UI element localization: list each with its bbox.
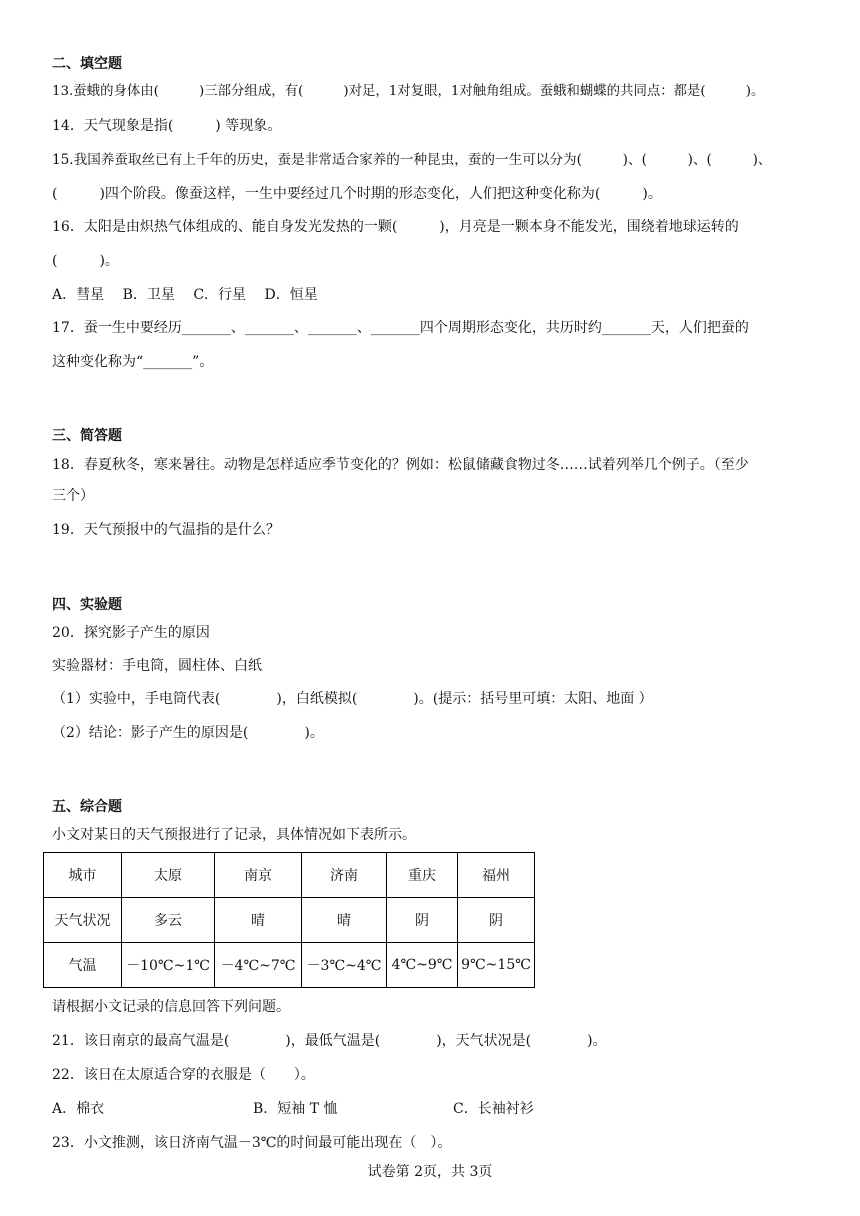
table-cell: 晴 [215,898,302,943]
table-intro: 小文对某日的天气预报进行了记录，具体情况如下表所示。 [52,827,416,843]
table-cell: 重庆 [387,853,458,898]
table-cell: 南京 [215,853,302,898]
section-heading-experiment: 四、实验题 [52,597,122,613]
table-row [44,853,535,898]
table-cell: －3℃~4℃ [302,943,387,988]
table-cell: 天气状况 [44,898,122,943]
experiment-part-1: （1）实验中，手电筒代表( )，白纸模拟( )。(提示：括号里可填：太阳、地面 ） [52,691,653,707]
question-16-line-2: ( )。 [52,253,119,269]
table-cell: 阴 [387,898,458,943]
table-cell: 晴 [302,898,387,943]
experiment-equipment: 实验器材：手电筒，圆柱体、白纸 [52,658,262,674]
table-row [44,898,535,943]
question-22-option-b: B．短袖 T 恤 [253,1101,338,1117]
question-19: 19．天气预报中的气温指的是什么？ [52,522,280,538]
experiment-part-2: （2）结论：影子产生的原因是( )。 [52,725,324,741]
question-15-line-2: ( )四个阶段。像蚕这样，一生中要经过几个时期的形态变化，人们把这种变化称为( )。 [52,186,662,202]
question-18-line-1: 18．春夏秋冬，寒来暑往。动物是怎样适应季节变化的？例如：松鼠储藏食物过冬……试着列举几个例子。（至少 [52,457,749,473]
question-16-options [52,285,332,305]
question-18-line-2: 三个） [52,488,94,504]
question-16-line-1: 16．太阳是由炽热气体组成的、能自身发光发热的一颗( )，月亮是一颗本身不能发光，围绕着地球运转的 [52,219,739,235]
table-row [44,943,535,988]
question-15-line-1: 15.我国养蚕取丝已有上千年的历史，蚕是非常适合家养的一种昆虫，蚕的一生可以分为( )、( )、( )、 [52,152,772,168]
option-d: D．恒星 [264,287,318,303]
table-followup: 请根据小文记录的信息回答下列问题。 [52,999,290,1015]
question-22-option-a: A．棉衣 [52,1101,105,1117]
question-21: 21．该日南京的最高气温是( )，最低气温是( )，天气状况是( )。 [52,1033,607,1049]
question-20: 20．探究影子产生的原因 [52,625,210,641]
table-cell: 阴 [458,898,535,943]
question-14: 14．天气现象是指( ) 等现象。 [52,118,282,134]
question-22: 22．该日在太原适合穿的衣服是（ ）。 [52,1067,315,1083]
table-cell: 福州 [458,853,535,898]
weather-table [43,852,535,988]
table-cell: 济南 [302,853,387,898]
table-cell: 9℃~15℃ [458,943,535,988]
option-a: A．彗星 [52,287,105,303]
question-23: 23．小文推测，该日济南气温－3℃的时间最可能出现在（ ）。 [52,1135,452,1151]
section-heading-short-answer: 三、简答题 [52,428,122,444]
section-heading-comprehensive: 五、综合题 [52,799,122,815]
table-cell: 多云 [122,898,215,943]
question-17-line-2: 这种变化称为“_______”。 [52,354,214,370]
table-cell: －10℃~1℃ [122,943,215,988]
table-cell: 气温 [44,943,122,988]
page-footer: 试卷第 2页，共 3页 [367,1164,493,1180]
section-heading-fill-in: 二、填空题 [52,56,122,72]
table-cell: 4℃~9℃ [387,943,458,988]
table-cell: －4℃~7℃ [215,943,302,988]
question-22-option-c: C．长袖衬衫 [453,1101,534,1117]
question-17-line-1: 17．蚕一生中要经历_______、_______、_______、_______四个周期形态变化，共历时约_______天，人们把蚕的 [52,320,749,336]
table-cell: 城市 [44,853,122,898]
option-b: B．卫星 [122,287,175,303]
table-cell: 太原 [122,853,215,898]
option-c: C．行星 [193,287,247,303]
question-13: 13.蚕蛾的身体由( )三部分组成，有( )对足，1对复眼，1对触角组成。蚕蛾和蝴蝶的共同点：都是( )。 [52,84,765,99]
